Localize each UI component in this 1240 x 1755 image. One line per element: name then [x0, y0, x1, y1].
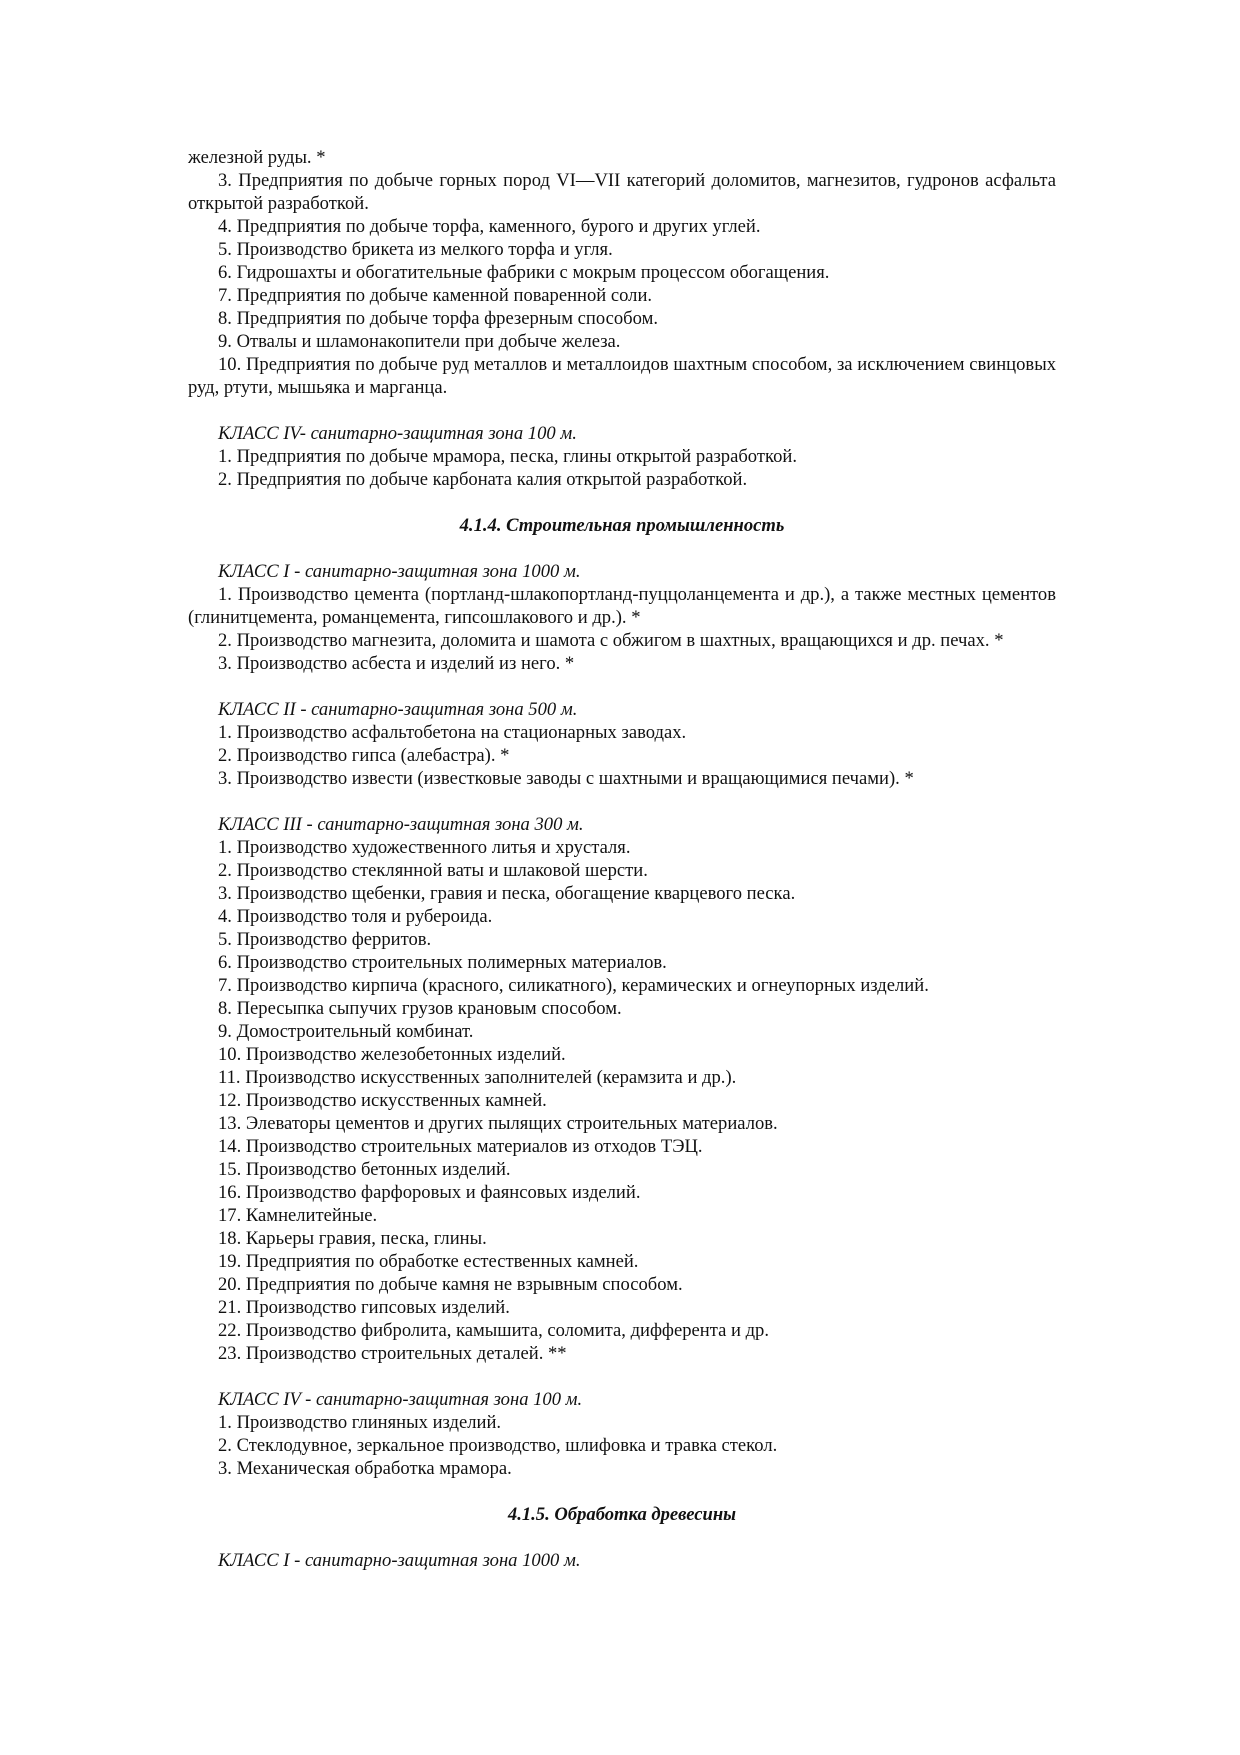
list-item: 14. Производство строительных материалов из отходов ТЭЦ. [218, 1136, 703, 1157]
list-item: 9. Домостроительный комбинат. [218, 1021, 474, 1042]
list-item: 2. Предприятия по добыче карбоната калия открытой разработкой. [218, 469, 748, 490]
spacer [188, 1526, 1056, 1549]
list-item: 4. Предприятия по добыче торфа, каменного, бурого и других углей. [218, 216, 761, 237]
list-item: 5. Производство брикета из мелкого торфа и угля. [218, 239, 613, 260]
construction-class1-title: КЛАСС I - санитарно-защитная зона 1000 м. [218, 561, 581, 582]
section-heading-wood: 4.1.5. Обработка древесины [507, 1504, 737, 1525]
list-item: 9. Отвалы и шламонакопители при добыче железа. [218, 331, 621, 352]
list-item: 1. Производство глиняных изделий. [218, 1412, 502, 1433]
spacer [188, 399, 1056, 422]
construction-class2-title: КЛАСС II - санитарно-защитная зона 500 м. [218, 699, 578, 720]
spacer [188, 675, 1056, 698]
spacer [188, 1480, 1056, 1503]
list-item: 8. Предприятия по добыче торфа фрезерным способом. [218, 308, 659, 329]
list-item: 7. Предприятия по добыче каменной поваренной соли. [218, 285, 653, 306]
list-item: 2. Производство магнезита, доломита и шамота с обжигом в шахтных, вращающихся и др. печах. * [218, 630, 1004, 651]
list-item: 3. Предприятия по добыче горных пород VI—VII категорий доломитов, магнезитов, гудронов асфальта открытой разработкой. [188, 170, 1056, 214]
list-item: 10. Производство железобетонных изделий. [218, 1044, 566, 1065]
list-item: 3. Производство асбеста и изделий из него. * [218, 653, 575, 674]
spacer [188, 790, 1056, 813]
list-item: 19. Предприятия по обработке естественных камней. [218, 1251, 639, 1272]
wood-class1-title: КЛАСС I - санитарно-защитная зона 1000 м. [218, 1550, 581, 1571]
list-item: 5. Производство ферритов. [218, 929, 432, 950]
list-item: 1. Предприятия по добыче мрамора, песка, глины открытой разработкой. [218, 446, 797, 467]
list-item: 11. Производство искусственных заполнителей (керамзита и др.). [218, 1067, 737, 1088]
list-item: 16. Производство фарфоровых и фаянсовых изделий. [218, 1182, 641, 1203]
list-item: 1. Производство цемента (портланд-шлакопортланд-пуццоланцемента и др.), а также местных цементов (глинитцемента, романцемента, гипсошлакового и др.). * [188, 584, 1056, 628]
list-item: 6. Гидрошахты и обогатительные фабрики с мокрым процессом обогащения. [218, 262, 830, 283]
list-item: 1. Производство асфальтобетона на стационарных заводах. [218, 722, 687, 743]
list-item: 10. Предприятия по добыче руд металлов и металлоидов шахтным способом, за исключением свинцовых руд, ртути, мышьяка и марганца. [188, 354, 1056, 398]
list-item: 23. Производство строительных деталей. ** [218, 1343, 567, 1364]
construction-class3-title: КЛАСС III - санитарно-защитная зона 300 м. [218, 814, 584, 835]
list-item: 7. Производство кирпича (красного, силикатного), керамических и огнеупорных изделий. [218, 975, 929, 996]
list-item: 17. Камнелитейные. [218, 1205, 378, 1226]
list-item: 22. Производство фибролита, камышита, соломита, дифферента и др. [218, 1320, 769, 1341]
list-item: 13. Элеваторы цементов и других пылящих строительных материалов. [218, 1113, 778, 1134]
list-item: 8. Пересыпка сыпучих грузов крановым способом. [218, 998, 622, 1019]
list-item: 6. Производство строительных полимерных материалов. [218, 952, 667, 973]
construction-class4-title: КЛАСС IV - санитарно-защитная зона 100 м. [218, 1389, 583, 1410]
list-item: 20. Предприятия по добыче камня не взрывным способом. [218, 1274, 683, 1295]
list-item: 21. Производство гипсовых изделий. [218, 1297, 510, 1318]
spacer [188, 1365, 1056, 1388]
list-item: 4. Производство толя и рубероида. [218, 906, 493, 927]
spacer [188, 537, 1056, 560]
list-item: 3. Механическая обработка мрамора. [218, 1458, 512, 1479]
list-item: 12. Производство искусственных камней. [218, 1090, 547, 1111]
mining-class3-list [188, 169, 1056, 399]
document-page [188, 146, 1056, 1572]
list-item: 2. Производство гипса (алебастра). * [218, 745, 510, 766]
list-item: 2. Стеклодувное, зеркальное производство, шлифовка и травка стекол. [218, 1435, 778, 1456]
spacer [188, 491, 1056, 514]
list-item: 18. Карьеры гравия, песка, глины. [218, 1228, 487, 1249]
list-item: 3. Производство извести (известковые заводы с шахтными и вращающимися печами). * [218, 768, 914, 789]
list-item: 1. Производство художественного литья и хрусталя. [218, 837, 631, 858]
list-item: 3. Производство щебенки, гравия и песка, обогащение кварцевого песка. [218, 883, 796, 904]
list-item: 15. Производство бетонных изделий. [218, 1159, 511, 1180]
section-heading-construction: 4.1.4. Строительная промышленность [459, 515, 785, 536]
mining-class4-title: КЛАСС IV- санитарно-защитная зона 100 м. [218, 423, 577, 444]
continuation-line: железной руды. * [188, 147, 326, 168]
list-item: 2. Производство стеклянной ваты и шлаковой шерсти. [218, 860, 648, 881]
